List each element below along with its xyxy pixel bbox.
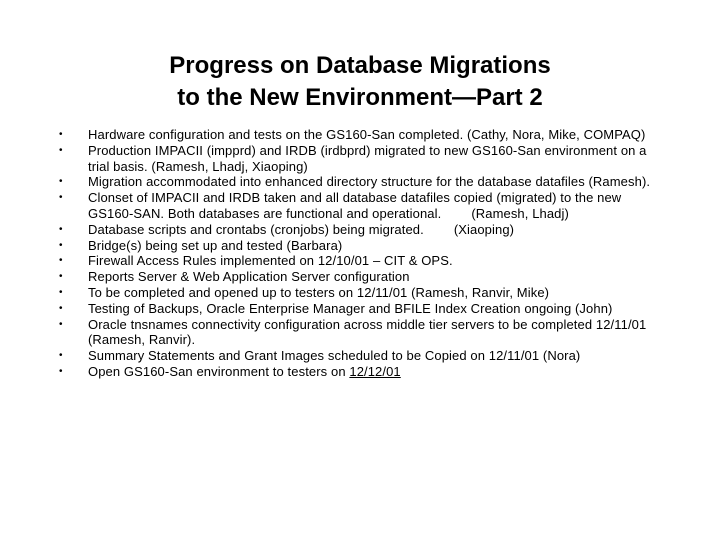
bullet-item — [57, 190, 667, 222]
bullet-text: Hardware configuration and tests on the GS160-San completed. (Cathy, Nora, Mike, COMPAQ) — [88, 127, 646, 142]
bullet-item — [57, 348, 667, 364]
bullet-dot-icon: • — [59, 286, 63, 298]
bullet-attribution: (Xiaoping) — [453, 221, 515, 237]
bullet-dot-icon: • — [59, 318, 63, 330]
bullet-item — [57, 174, 667, 190]
bullet-dot-icon: • — [59, 350, 63, 362]
bullet-item — [57, 143, 667, 175]
bullet-item — [57, 127, 667, 143]
bullet-text: Oracle tnsnames connectivity configuration across middle tier servers to be completed 12/11/01 (Ramesh, Ranvir). — [88, 316, 647, 348]
bullet-dot-icon: • — [59, 271, 63, 283]
bullet-dot-icon: • — [59, 129, 63, 140]
bullet-item — [57, 301, 667, 317]
bullet-text: Migration accommodated into enhanced directory structure for the database datafiles (Ramesh). — [88, 174, 651, 190]
bullet-dot-icon: • — [59, 255, 63, 267]
bullet-item — [57, 222, 667, 238]
bullet-dot-icon: • — [59, 176, 63, 188]
bullet-text: Bridge(s) being set up and tested (Barbara) — [88, 237, 343, 253]
bullet-text: Reports Server & Web Application Server configuration — [88, 269, 410, 285]
bullet-text: Production IMPACII (impprd) and IRDB (irdbprd) migrated to new GS160-San environment on a trial basis. (Ramesh, Lhadj, Xiaoping) — [88, 142, 647, 174]
slide-title-line-2: to the New Environment—Part 2 — [177, 84, 543, 111]
bullet-item — [57, 238, 667, 254]
bullet-list — [57, 127, 667, 380]
bullet-text: Database scripts and crontabs (cronjobs) being migrated. — [88, 221, 424, 237]
bullet-attribution: (Ramesh, Lhadj) — [471, 205, 569, 221]
bullet-text: Open GS160-San environment to testers on — [88, 363, 350, 379]
bullet-text: Summary Statements and Grant Images scheduled to be Copied on 12/11/01 (Nora) — [88, 348, 581, 364]
bullet-item — [57, 317, 667, 349]
bullet-text: Clonset of IMPACII and IRDB taken and all database datafiles copied (migrated) to the new GS160-SAN. Both databases are functional and operational. — [88, 190, 622, 221]
bullet-dot-icon: • — [59, 144, 63, 156]
bullet-dot-icon: • — [59, 239, 63, 251]
bullet-dot-icon: • — [59, 192, 63, 204]
bullet-text: To be completed and opened up to testers on 12/11/01 (Ramesh, Ranvir, Mike) — [88, 284, 550, 300]
bullet-item — [57, 285, 667, 301]
slide-title-line-1: Progress on Database Migrations — [169, 52, 551, 79]
bullet-date-underlined: 12/12/01 — [349, 363, 401, 379]
bullet-item — [57, 269, 667, 285]
bullet-item — [57, 253, 667, 269]
bullet-dot-icon: • — [59, 223, 63, 235]
bullet-text: Firewall Access Rules implemented on 12/10/01 – CIT & OPS. — [88, 253, 453, 269]
bullet-item — [57, 364, 667, 380]
slide-title — [0, 50, 720, 114]
bullet-dot-icon: • — [59, 365, 63, 377]
bullet-text: Testing of Backups, Oracle Enterprise Manager and BFILE Index Creation ongoing (John) — [88, 300, 613, 316]
bullet-dot-icon: • — [59, 302, 63, 314]
